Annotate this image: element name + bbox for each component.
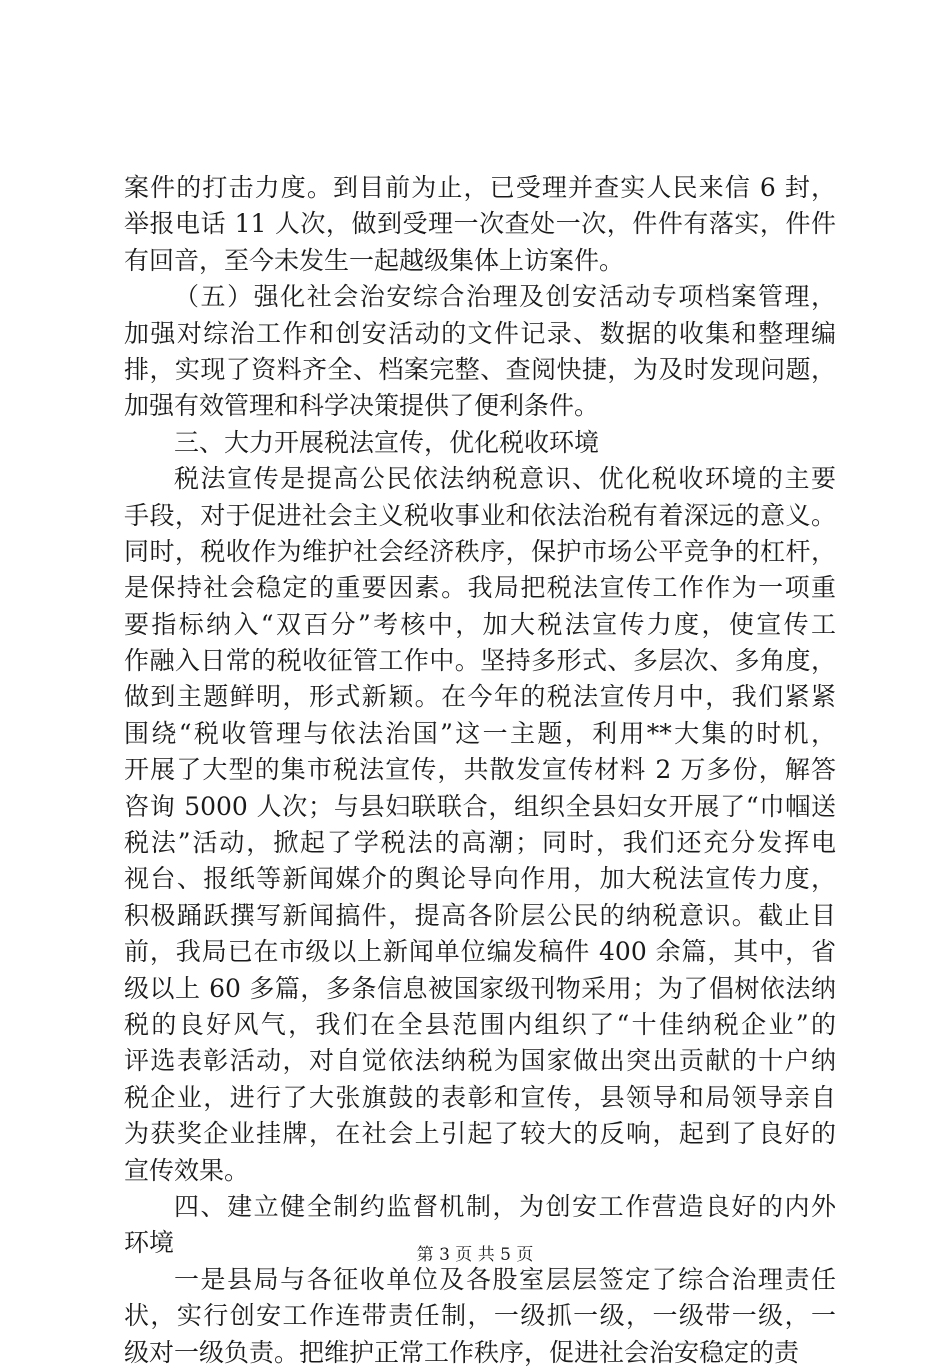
text-line: 积极踊跃撰写新闻搞件，提高各阶层公民的纳税意识。截止目 <box>124 900 836 930</box>
text-line: 环境 <box>124 1228 175 1258</box>
document-body <box>124 170 836 1371</box>
text-line: 视台、报纸等新闻媒介的舆论导向作用，加大税法宣传力度， <box>124 864 836 894</box>
text-line: 要指标纳入“双百分”考核中，加大税法宣传力度，使宣传工 <box>124 609 836 639</box>
text-line: 税法”活动，掀起了学税法的高潮；同时，我们还充分发挥电 <box>124 828 836 858</box>
text-line: 税法宣传是提高公民依法纳税意识、优化税收环境的主要 <box>174 464 836 494</box>
paragraph <box>124 170 836 279</box>
text-line: 加强对综治工作和创安活动的文件记录、数据的收集和整理编 <box>124 318 836 348</box>
paragraph <box>124 461 836 1189</box>
text-line: 作融入日常的税收征管工作中。坚持多形式、多层次、多角度， <box>124 646 836 676</box>
section-heading <box>124 425 836 461</box>
text-line: 开展了大型的集市税法宣传，共散发宣传材料 2 万多份，解答 <box>124 755 836 785</box>
text-line: 前，我局已在市级以上新闻单位编发稿件 400 余篇，其中，省 <box>124 937 836 967</box>
text-line: 加强有效管理和科学决策提供了便利条件。 <box>124 391 600 421</box>
text-line: 三、大力开展税法宣传，优化税收环境 <box>174 427 600 457</box>
paragraph <box>124 279 836 425</box>
text-line: 级以上 60 多篇，多条信息被国家级刊物采用；为了倡树依法纳 <box>124 973 836 1003</box>
text-line: 举报电话 11 人次，做到受理一次查处一次，件件有落实，件件 <box>124 209 836 239</box>
text-line: 手段，对于促进社会主义税收事业和依法治税有着深远的意义。 <box>124 500 836 530</box>
text-line: 案件的打击力度。到目前为止，已受理并查实人民来信 6 封， <box>124 173 836 202</box>
text-line: 宣传效果。 <box>124 1155 250 1185</box>
text-line: 咨询 5000 人次；与县妇联联合，组织全县妇女开展了“巾帼送 <box>124 791 836 821</box>
page-footer <box>0 1245 950 1265</box>
text-line: 级对一级负责。把维护正常工作秩序，促进社会治安稳定的责 <box>124 1337 800 1367</box>
text-line: 一是县局与各征收单位及各股室层层签定了综合治理责任 <box>174 1264 836 1294</box>
text-line: 税的良好风气，我们在全县范围内组织了“十佳纳税企业”的 <box>124 1009 836 1039</box>
text-line: 为获奖企业挂牌，在社会上引起了较大的反响，起到了良好的 <box>124 1119 836 1149</box>
text-line: 是保持社会稳定的重要因素。我局把税法宣传工作作为一项重 <box>124 573 836 603</box>
text-line: 四、建立健全制约监督机制，为创安工作营造良好的内外 <box>174 1191 836 1221</box>
paragraph <box>124 1262 836 1371</box>
text-line: 同时，税收作为维护社会经济秩序，保护市场公平竞争的杠杆， <box>124 536 836 566</box>
text-line: 税企业，进行了大张旗鼓的表彰和宣传，县领导和局领导亲自 <box>124 1082 836 1112</box>
text-line: 状，实行创安工作连带责任制，一级抓一级，一级带一级，一 <box>124 1301 836 1331</box>
text-line: 做到主题鲜明，形式新颖。在今年的税法宣传月中，我们紧紧 <box>124 682 836 712</box>
text-line: （五）强化社会治安综合治理及创安活动专项档案管理， <box>174 282 836 312</box>
text-line: 评选表彰活动，对自觉依法纳税为国家做出突出贡献的十户纳 <box>124 1046 836 1076</box>
text-line: 有回音，至今未发生一起越级集体上访案件。 <box>124 245 625 275</box>
text-line: 围绕“税收管理与依法治国”这一主题，利用**大集的时机， <box>124 718 836 748</box>
text-line: 排，实现了资料齐全、档案完整、查阅快捷，为及时发现问题， <box>124 354 836 384</box>
page-indicator: 第 3 页 共 5 页 <box>416 1245 534 1265</box>
